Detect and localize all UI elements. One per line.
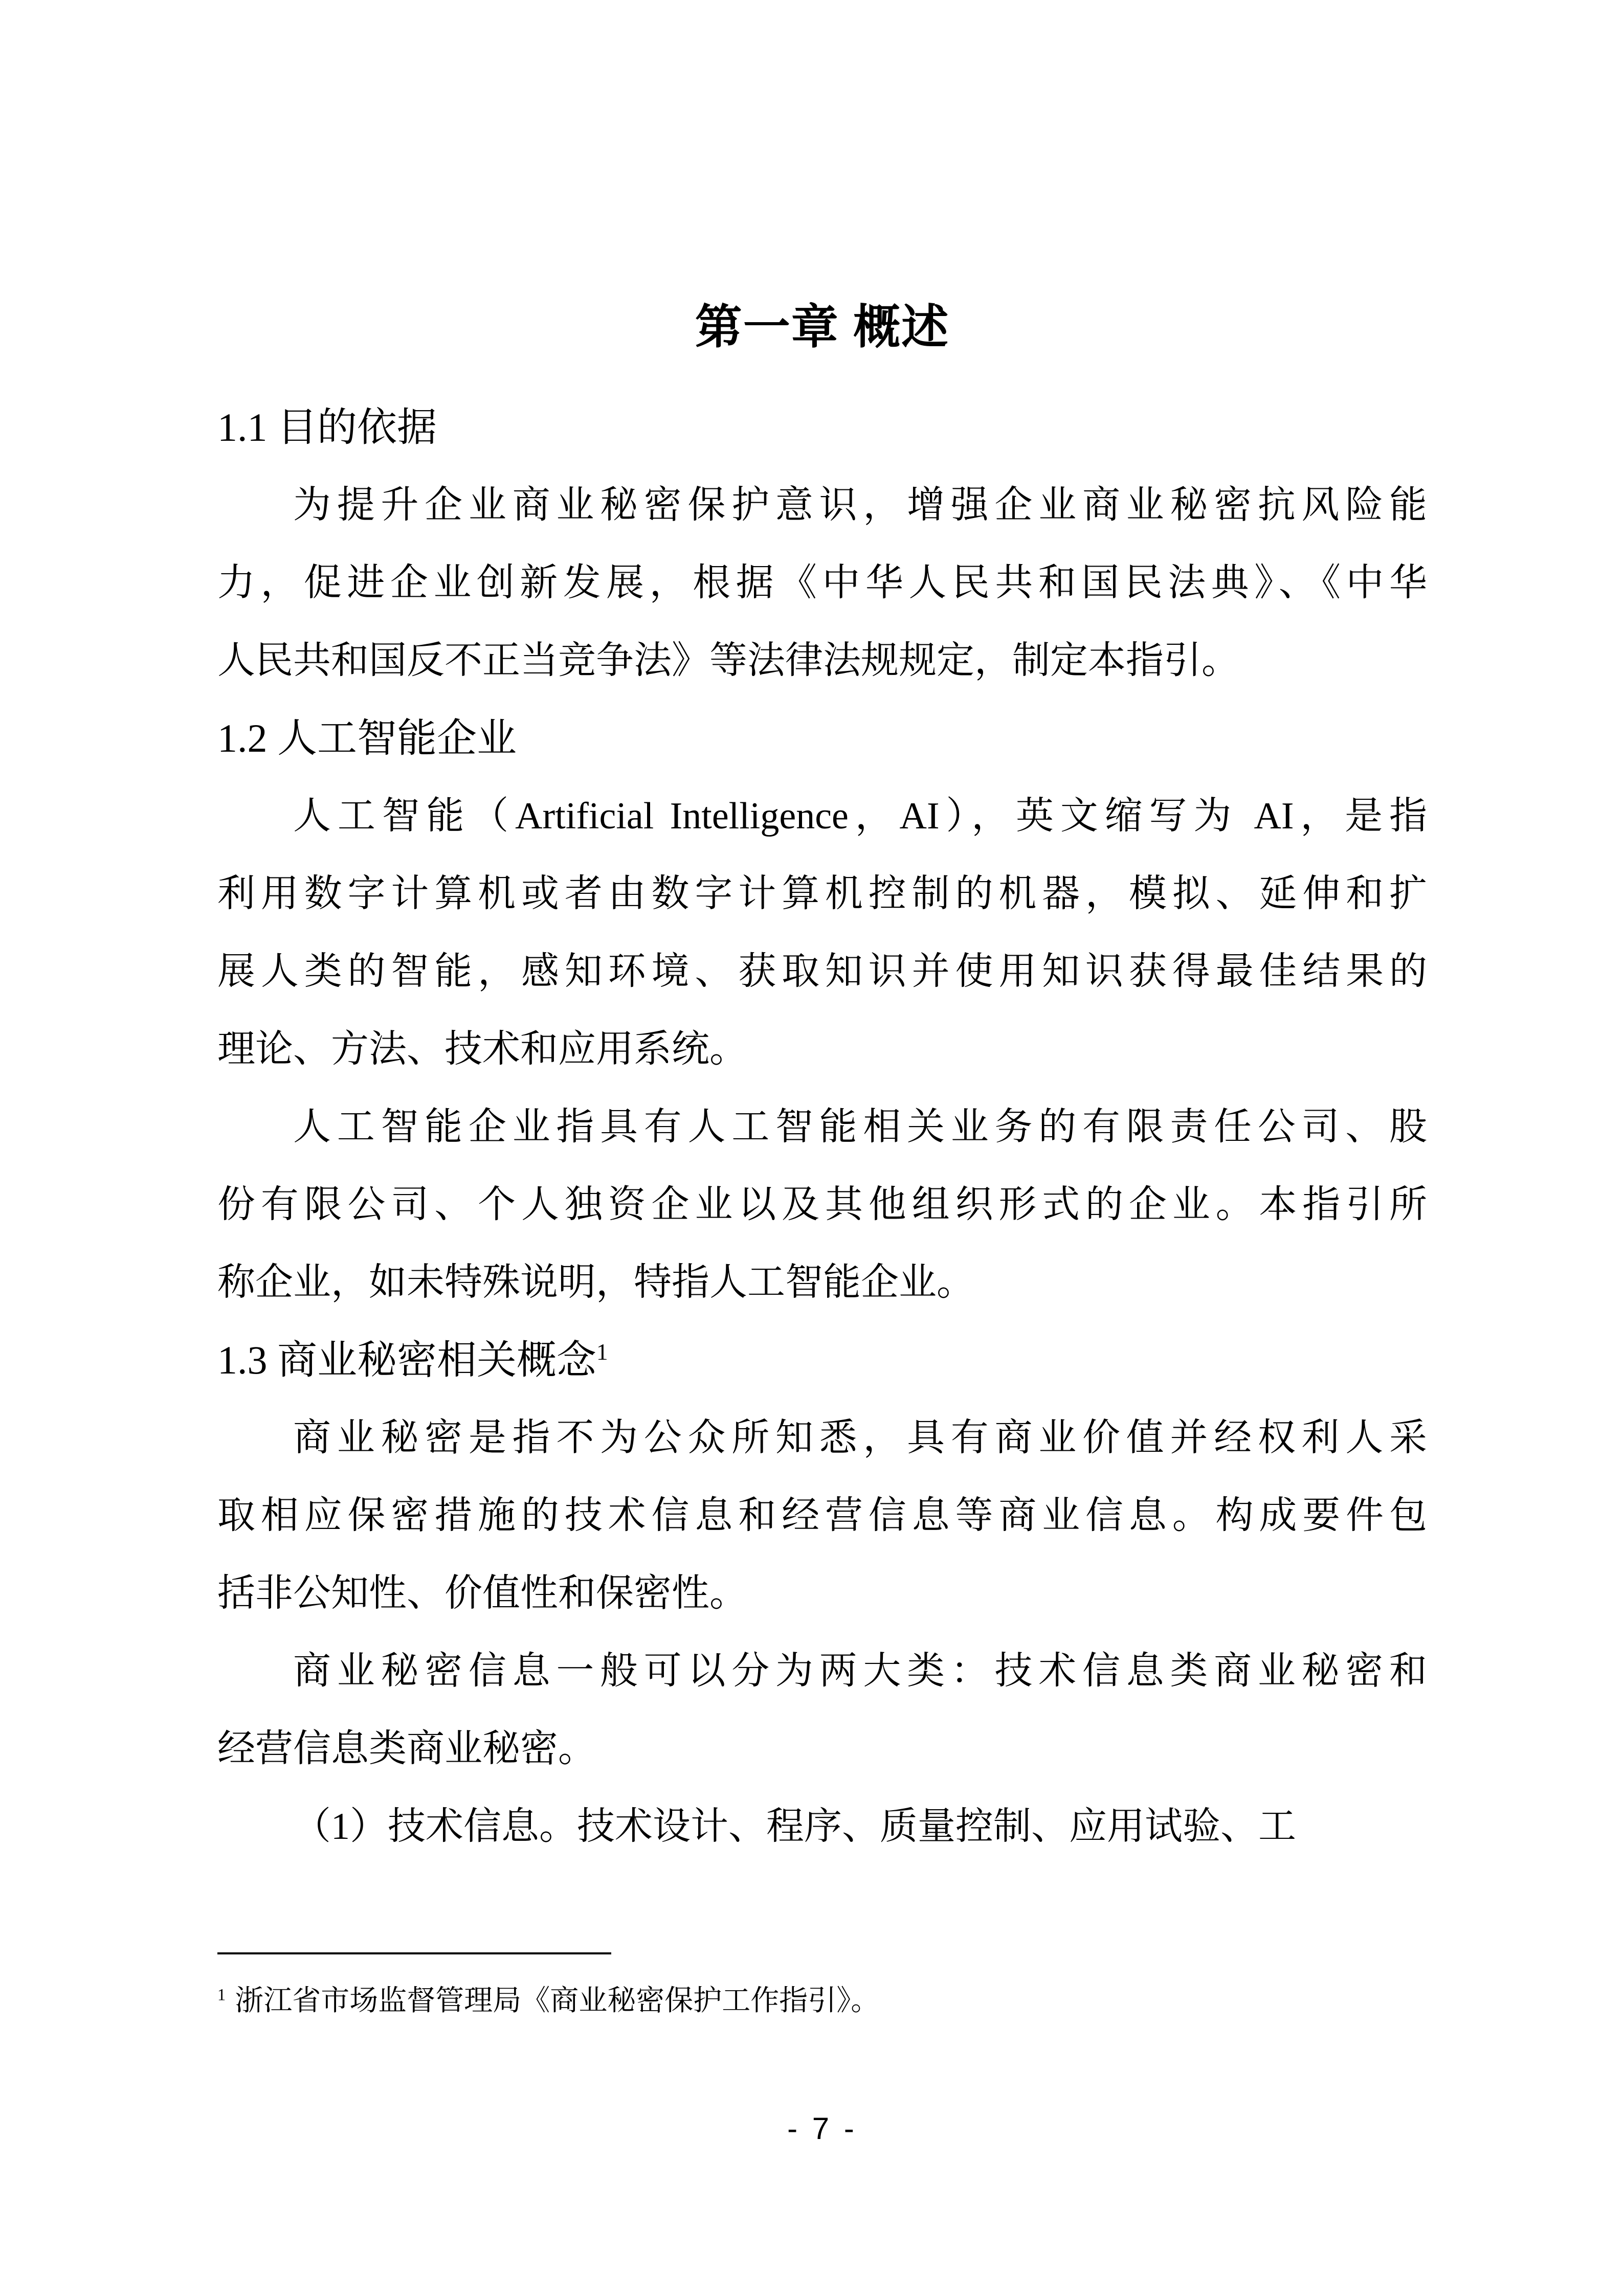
body-line: 商业秘密是指不为公众所知悉，具有商业价值并经权利人采 bbox=[293, 1417, 1427, 1459]
body-line: 经营信息类商业秘密。 bbox=[217, 1728, 596, 1770]
body-line: 商业秘密信息一般可以分为两大类：技术信息类商业秘密和 bbox=[293, 1650, 1427, 1692]
footnote-marker: 1 bbox=[217, 1986, 226, 2005]
body-line: 为提升企业商业秘密保护意识，增强企业商业秘密抗风险能 bbox=[293, 484, 1427, 526]
chapter-title: 第一章 概述 bbox=[695, 301, 950, 353]
body-line: 人工智能（Artificial Intelligence，AI），英文缩写为 AI，是指 bbox=[293, 795, 1427, 837]
footnote-separator-rule bbox=[217, 1952, 611, 1954]
body-line: 利用数字计算机或者由数字计算机控制的机器，模拟、延伸和扩 bbox=[217, 873, 1427, 915]
section-heading-1-2: 1.2 人工智能企业 bbox=[217, 716, 517, 760]
footnote-reference-mark: 1 bbox=[596, 1339, 608, 1365]
body-line: 称企业，如未特殊说明，特指人工智能企业。 bbox=[217, 1262, 974, 1303]
section-heading-1-1: 1.1 目的依据 bbox=[217, 405, 437, 449]
body-line: （1）技术信息。技术设计、程序、质量控制、应用试验、工 bbox=[293, 1806, 1296, 1848]
body-line: 力，促进企业创新发展，根据《中华人民共和国民法典》、《中华 bbox=[217, 562, 1427, 604]
section-heading-text: 1.3 商业秘密相关概念 bbox=[217, 1338, 597, 1382]
body-line: 括非公知性、价值性和保密性。 bbox=[217, 1572, 747, 1614]
footnote-area bbox=[217, 1952, 1427, 2029]
section-heading-1-3 bbox=[217, 1321, 1427, 1399]
footnote bbox=[217, 1973, 1427, 2029]
body-line: 份有限公司、个人独资企业以及其他组织形式的企业。本指引所 bbox=[217, 1184, 1427, 1226]
body-line: 展人类的智能，感知环境、获取知识并使用知识获得最佳结果的 bbox=[217, 951, 1427, 993]
body-line: 理论、方法、技术和应用系统。 bbox=[217, 1028, 747, 1070]
body-line: 人民共和国反不正当竞争法》等法律法规规定，制定本指引。 bbox=[217, 640, 1239, 682]
body-line: 人工智能企业指具有人工智能相关业务的有限责任公司、股 bbox=[293, 1106, 1427, 1148]
footnote-text: 浙江省市场监督管理局《商业秘密保护工作指引》。 bbox=[235, 1985, 880, 2017]
body-line: 取相应保密措施的技术信息和经营信息等商业信息。构成要件包 bbox=[217, 1495, 1427, 1537]
page-number: - 7 - bbox=[787, 2111, 857, 2146]
